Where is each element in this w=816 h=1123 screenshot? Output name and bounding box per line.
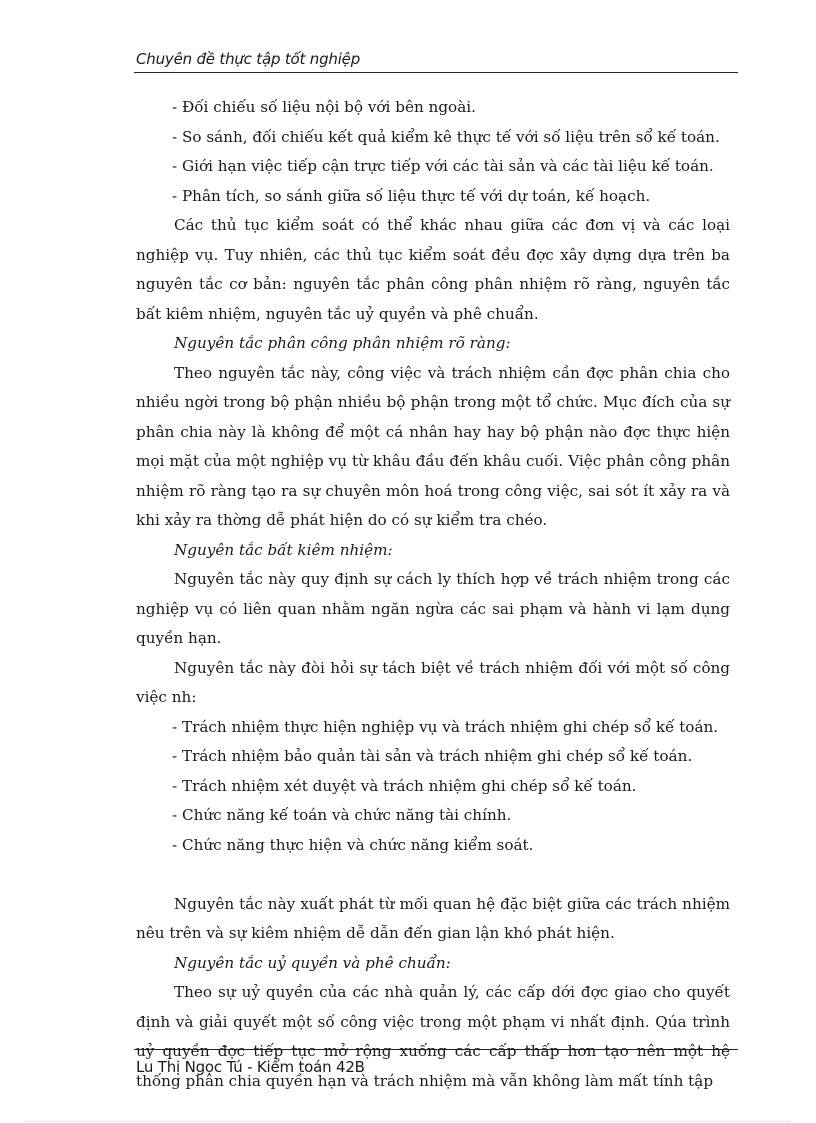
list-item: - Đối chiếu số liệu nội bộ với bên ngoài.	[172, 98, 476, 116]
list-item: - Trách nhiệm thực hiện nghiệp vụ và trách nhiệm ghi chép sổ kế toán.	[172, 717, 719, 736]
paragraph: Theo nguyên tắc này, công việc và trách nhiệm cần đợc phân chia cho nhiều ngời trong bộ phận nhiều bộ phận trong một tổ chức. Mục đích của sự phân chia này là không để một cá nhân hay hay bộ phận nào đợc thực hiện mọi mặt của một nghiệp vụ từ khâu đầu đến khâu cuối. Việc phân công phân nhiệm rõ ràng tạo ra sự chuyên môn hoá trong công việc, sai sót ít xảy ra và khi xảy ra thờng dễ phát hiện do có sự kiểm tra chéo.	[136, 363, 730, 529]
main-content	[136, 93, 730, 1096]
page-edge-dotted-line	[26, 1121, 790, 1122]
paragraph: Nguyên tắc này xuất phát từ mối quan hệ đặc biệt giữa các trách nhiệm nêu trên và sự kiêm nhiệm dễ dẫn đến gian lận khó phát hiện.	[136, 894, 730, 942]
footer-divider	[134, 1049, 738, 1050]
section-subheading: Nguyên tắc uỷ quyền và phê chuẩn:	[174, 953, 451, 972]
section-subheading: Nguyên tắc phân công phân nhiệm rõ ràng:	[174, 334, 511, 352]
footer-author: Lu Thị Ngọc Tú - Kiểm toán 42B	[136, 1058, 365, 1076]
list-item: - Phân tích, so sánh giữa số liệu thực tế với dự toán, kế hoạch.	[172, 186, 651, 205]
paragraph: Nguyên tắc này quy định sự cách ly thích hợp về trách nhiệm trong các nghiệp vụ có liên quan nhằm ngăn ngừa các sai phạm và hành vi lạm dụng quyền hạn.	[136, 570, 730, 647]
list-item: - Trách nhiệm xét duyệt và trách nhiệm ghi chép sổ kế toán.	[172, 776, 637, 795]
paragraph: Các thủ tục kiểm soát có thể khác nhau giữa các đơn vị và các loại nghiệp vụ. Tuy nhiên, các thủ tục kiểm soát đều đợc xây dựng dựa trên ba nguyên tắc cơ bản: nguyên tắc phân công phân nhiệm rõ ràng, nguyên tắc bất kiêm nhiệm, nguyên tắc uỷ quyền và phê chuẩn.	[136, 216, 730, 323]
paragraph: Theo sự uỷ quyền của các nhà quản lý, các cấp dới đợc giao cho quyết định và giải quyết một số công việc trong một phạm vi nhất định. Qúa trình uỷ quyền đợc tiếp tục mở rộng xuống các cấp thấp hơn tạo nên một hệ thống phân chia quyền hạn và trách nhiệm mà vẫn không làm mất tính tập	[136, 983, 730, 1090]
list-item: - Chức năng kế toán và chức năng tài chính.	[172, 806, 512, 824]
list-item: - Giới hạn việc tiếp cận trực tiếp với các tài sản và các tài liệu kế toán.	[172, 157, 714, 175]
blank-line	[136, 860, 730, 890]
list-item: - Chức năng thực hiện và chức năng kiểm soát.	[172, 835, 534, 854]
paragraph: Nguyên tắc này đòi hỏi sự tách biệt về trách nhiệm đối với một số công việc nh:	[136, 658, 730, 706]
header-divider	[134, 72, 738, 73]
header-title: Chuyên đề thực tập tốt nghiệp	[136, 50, 361, 68]
list-item: - So sánh, đối chiếu kết quả kiểm kê thực tế với số liệu trên sổ kế toán.	[172, 127, 720, 146]
section-subheading: Nguyên tắc bất kiêm nhiệm:	[174, 540, 393, 559]
list-item: - Trách nhiệm bảo quản tài sản và trách nhiệm ghi chép sổ kế toán.	[172, 747, 693, 765]
